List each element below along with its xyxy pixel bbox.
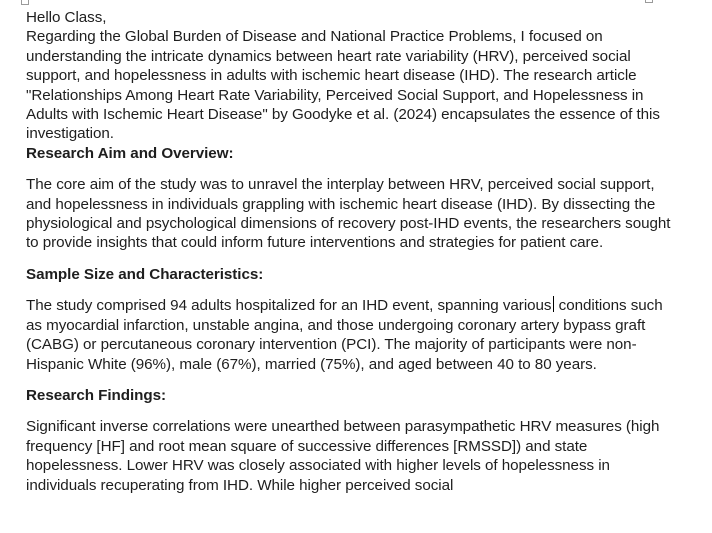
intro-paragraph: Regarding the Global Burden of Disease and National Practice Problems, I focused on understanding the intricate dynamics between heart rate variability (HRV), perceived social support, and hopelessness in adults with ischemic heart disease (IHD). The research article "Relationships Among Heart Rate Variability, Perceived Social Support, and Hopelessness in Adults with Ischemic Heart Disease" by Goodyke et al. (2024) encapsulates the essence of this investigation. <box>26 28 660 143</box>
corner-crop-mark-right <box>645 0 653 3</box>
sample-size-text-part1: The study comprised 94 adults hospitalized for an IHD event, spanning various <box>26 297 552 315</box>
section-heading-research-findings: Research Findings: <box>26 386 167 404</box>
section-body-research-aim: The core aim of the study was to unravel the interplay between HRV, perceived social support, and hopelessness in individuals grappling with ischemic heart disease (IHD). By dissecting the physiological and psychological dimensions of recovery post-IHD events, the researchers sought to provide insights that could inform future interventions and strategies for patient care. <box>26 176 671 252</box>
corner-crop-mark-left <box>21 0 29 5</box>
greeting-text: Hello Class, <box>26 9 107 26</box>
section-heading-sample-size: Sample Size and Characteristics: <box>26 265 264 283</box>
section-body-sample-size <box>26 296 676 374</box>
document-body[interactable] <box>26 8 676 495</box>
section-body-research-findings: Significant inverse correlations were unearthed between parasympathetic HRV measures (high frequency [HF] and root mean square of successive differences [RMSSD]) and state hopelessness. Lower HRV was closely associated with higher levels of hopelessness in individuals recuperating from IHD. While higher perceived social <box>26 418 660 494</box>
section-heading-research-aim: Research Aim and Overview: <box>26 144 234 162</box>
sample-size-text-part2: conditions such as myocardial infarction, unstable angina, and those undergoing coronary artery bypass graft (CABG) or percutaneous coronary intervention (PCI). The majority of participants were non-Hispanic White (96%), male (67%), married (75%), and aged between 40 to 80 years. <box>26 297 663 373</box>
